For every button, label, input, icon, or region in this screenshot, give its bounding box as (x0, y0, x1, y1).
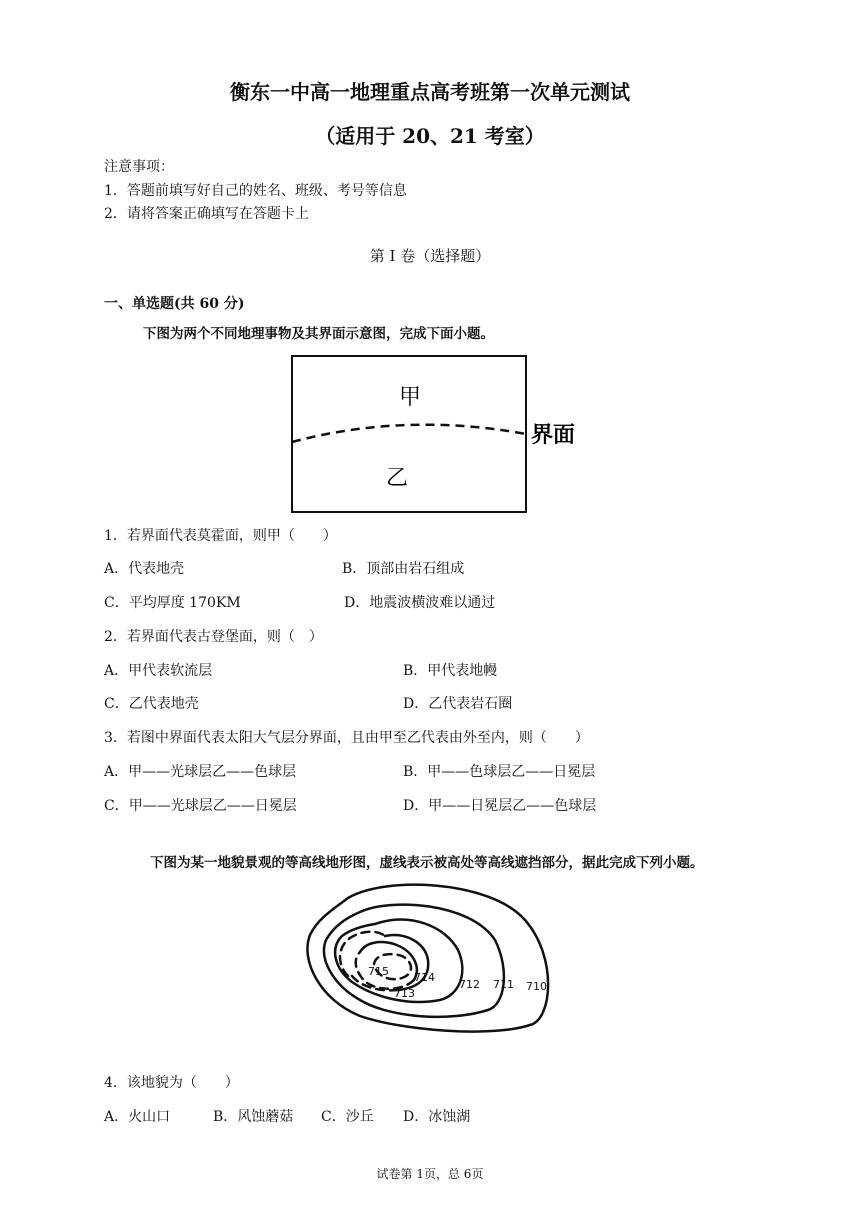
question-stem: 1．若界面代表莫霍面，则甲（ ） (104, 528, 337, 544)
option: C．乙代表地壳 (104, 696, 199, 712)
option: D．地震波横波难以通过 (344, 595, 496, 611)
section-intro: 下图为两个不同地理事物及其界面示意图，完成下面小题。 (143, 326, 494, 342)
notes-item: 1．答题前填写好自己的姓名、班级、考号等信息 (104, 183, 407, 199)
question-stem: 4．该地貌为（ ） (104, 1075, 239, 1091)
label-jia: 甲 (398, 385, 422, 410)
exam-title: 衡东一中高一地理重点高考班第一次单元测试 (230, 80, 630, 104)
option: A．代表地壳 (104, 561, 185, 577)
question-stem: 2．若界面代表古登堡面，则（ ） (104, 629, 323, 645)
option: A．甲代表软流层 (104, 663, 213, 679)
section-heading: 一、单选题(共 60 分) (104, 296, 245, 312)
contour-label: 712 (459, 978, 480, 991)
page-footer: 试卷第 1页，总 6页 (376, 1167, 484, 1181)
notes-item: 2．请将答案正确填写在答题卡上 (104, 206, 309, 222)
option: D．冰蚀湖 (403, 1109, 471, 1125)
contour-label: 713 (394, 987, 415, 1000)
option: A．火山口 (104, 1109, 171, 1125)
option: B．甲代表地幔 (403, 663, 498, 679)
option: D．乙代表岩石圈 (403, 696, 513, 712)
contour-label: 710 (526, 980, 547, 993)
option: D．甲——日冕层乙——色球层 (403, 798, 597, 814)
label-yi: 乙 (385, 466, 409, 491)
interface-dashed-line (292, 425, 526, 442)
question-stem: 3．若图中界面代表太阳大气层分界面，且由甲至乙代表由外至内，则（ ） (104, 730, 589, 746)
contour-label: 715 (368, 965, 389, 978)
section-intro: 下图为某一地貌景观的等高线地形图，虚线表示被高处等高线遮挡部分，据此完成下列小题。 (150, 855, 704, 871)
option: A．甲——光球层乙——色球层 (104, 764, 297, 780)
option: B．甲——色球层乙——日冕层 (403, 764, 596, 780)
option: C．甲——光球层乙——日冕层 (104, 798, 297, 814)
contour-label: 714 (414, 971, 435, 984)
exam-subtitle: （适用于 20、21 考室） (315, 124, 545, 148)
part-title: 第 I 卷（选择题） (369, 247, 491, 265)
label-interface: 界面 (531, 423, 576, 448)
interface-diagram (285, 350, 605, 518)
option: C．平均厚度 170KM (104, 595, 241, 611)
option: C．沙丘 (321, 1109, 374, 1125)
notes-heading: 注意事项： (104, 159, 174, 175)
option: B．顶部由岩石组成 (342, 561, 465, 577)
contour-map (290, 880, 560, 1060)
option: B．风蚀蘑菇 (213, 1109, 294, 1125)
contour-label: 711 (493, 978, 514, 991)
